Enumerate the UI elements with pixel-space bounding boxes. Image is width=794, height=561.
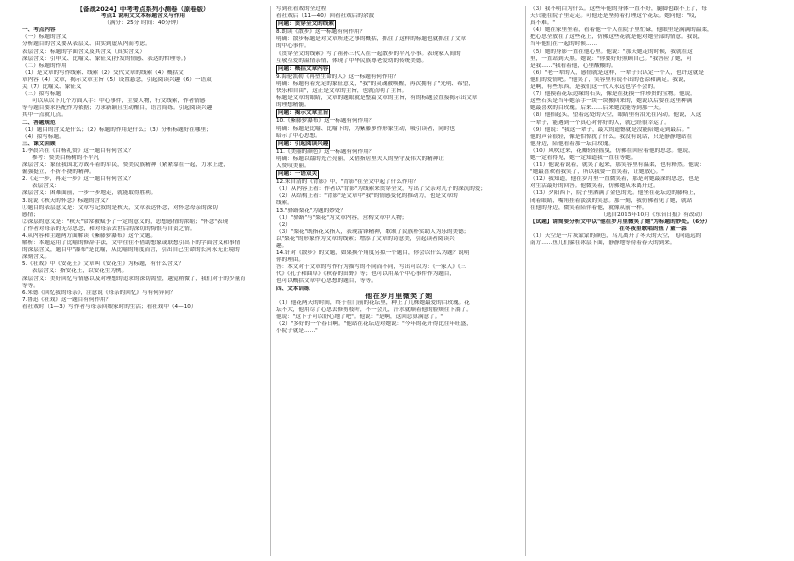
text-line: （13）夕阳西下，院子里洒满了金色的光。他坐在花坛边的藤椅上， xyxy=(530,190,700,197)
text-line: （1）题目的含义是什么；（2）标题的作用是什么；（3）分析标题好在哪里； xyxy=(22,126,212,133)
left-column xyxy=(22,6,264,558)
text-line xyxy=(276,65,522,74)
text-line: 一、考点内容 xyxy=(22,27,56,34)
text-line: （1）是文章的写作线索、线索（2）交代文章的线索（4）概括文 xyxy=(22,69,184,76)
text-line: 10.《紫藤萝瀑布》这一标题有何作用？ xyxy=(276,118,375,125)
text-line xyxy=(276,20,522,29)
text-line: 11.《美丽的颜色》这一标题有何作用？ xyxy=(276,148,375,155)
text-line: 深层含义：困难面前，一步一步地走，就能取得胜利。 xyxy=(22,190,157,197)
text-line: 12.朱自清的《背影》中，"背影"在全文中起了什么作用？ xyxy=(276,179,419,186)
text-line: 她一定看得见，她一定知道我一直在等她。 xyxy=(530,154,637,161)
text-line: （2） xyxy=(276,221,291,228)
text-line: 《贯穿全文的线索》写了祖孙三代人在一起散步的平凡小事。表现家人间的 xyxy=(276,50,461,57)
text-line: 天只能在院子里走走。可他还是坚持着打理这个花坛。她问他："哎， xyxy=(530,13,701,20)
text-line: 以"梨花"的形象作为文章的线索；增添了文章的诗意美，引起读者阅读兴 xyxy=(276,235,455,242)
text-line: 对生活最好的回答。他微笑着，仿佛她从未离开过。 xyxy=(530,183,659,190)
text-line: 在他的身边，微笑着陪伴着他，就像从前一样。 xyxy=(530,204,648,211)
text-line: （1）从内容上看：作者以"背影"为线索来贯穿全文，写出了父亲对儿子的深沉的爱； xyxy=(276,186,487,193)
text-line: （3）"梨花"既指花又指人，表现雷锋精神，歌颂了民族朴实助人为乐的美德； xyxy=(276,228,470,235)
text-line: 深层含义：象征我国北方战斗着的军民，赞美民族精神（紧紧靠在一起，力求上进， xyxy=(22,162,229,169)
answer-tag: 问题：揭示文章主旨 xyxy=(276,109,330,118)
text-line: 深层含义：引申义、比喻义、象征义(抒发的情感、表达的哲理等。) xyxy=(22,55,186,62)
text-line: （二）标题的作用 xyxy=(22,62,67,69)
text-line: （满分：25分 时间：40分钟） xyxy=(104,20,182,27)
text-line: （3）我不明白为什么。这些年他的身体一直不好，腿脚也跟不上了，每 xyxy=(530,6,707,12)
text-line: 他的声音很轻，像是怕惊扰了什么。我没有说话，只是静静地站在 xyxy=(530,133,693,140)
text-line: 三、课文回顾 xyxy=(22,140,56,147)
text-line: 了作者对母亲的无尽思念，和对母亲去世后的深切的悔恨与自责之情。 xyxy=(22,225,196,232)
text-line: 深刻含义。 xyxy=(22,254,50,261)
text-line: 表层含义：标题的字面含义及其含义（真实含义） xyxy=(22,48,146,55)
text-line: 这些石头是当年她亲手一块一块搬回来的，她说以后要在这里种满 xyxy=(530,98,693,105)
text-line: 二、答题规范 xyxy=(22,119,56,126)
text-line: 8.朗读《散步》这一标题有何作用？ xyxy=(276,29,366,36)
text-line: 7.鲁迅《社戏》这一题目有何作用？ xyxy=(22,296,112,303)
text-line: （2）从结构上看："背影"是文章中"我"的情感变化的推动力，也是文章的 xyxy=(276,193,458,200)
text-line: 他说："这下子可以舒心地了吧"。他说："是啊，这回总算满意了。" xyxy=(276,313,443,320)
text-line: 闭着眼睛，嘴角挂着淡淡的笑意。那一刻，我仿佛看见了她，就站 xyxy=(530,197,693,204)
text-line: 1.季晨兴在《白杨礼赞》这一题目有何含义？ xyxy=(22,147,134,154)
text-line: 当年他们在一起的时候…… xyxy=(530,41,598,48)
text-line: 是我……"我看着他，心里酸酸的。 xyxy=(530,62,617,69)
text-line xyxy=(276,109,522,118)
text-line: 等等。 xyxy=(22,282,39,289)
text-line: 14.针对《散步》的文题，如果换个角度另拟一个题目，你会以什么为题？说明 xyxy=(276,250,470,257)
text-line: （8）他抬起头，望着远处的天空，眼睛里有泪光在闪动。他说，人这 xyxy=(530,112,702,119)
text-line: 感情； xyxy=(22,211,39,218)
text-line: 他在岁月里微笑了她 xyxy=(365,292,433,300)
text-line: （选自2015年10月《东台日报》有改动） xyxy=(600,211,706,218)
text-line: 趣。 xyxy=(276,243,288,249)
text-line: 快乐和自由"，这正是文章的主旨，也就点明了主旨。 xyxy=(276,88,408,95)
text-line: 你的理由。 xyxy=(276,257,304,264)
text-line: 答：本文对于文章的写作行为描写的不同而不同，写出可以为：《一家人》《三 xyxy=(276,264,467,271)
text-line: 表层含义： xyxy=(32,183,60,190)
text-line: （11）他说着说着，就笑了起来，那笑容里有温柔，也有释然。他说： xyxy=(530,162,705,169)
text-line: 一辈子，能遇到一个真心对你好的人，就已经很幸运了。 xyxy=(530,119,670,126)
text-line: 3.说说《秋天的怀念》标题的含义？ xyxy=(22,197,112,204)
text-line: （4）拟写标题。 xyxy=(22,133,65,140)
text-line: 看社戏时（1—3）写作者与母亲回娘家时的生活；看社戏中（4—10） xyxy=(22,303,197,310)
text-line: 明确：标题以镭的光芒亮丽，又借指居里夫人的坚守及伟大的精神让 xyxy=(276,155,444,162)
text-line: 深层含义：美好回忆与情感以及对理想的追求的深切渴望，越觉稍微了，我们对于的少量育 xyxy=(22,275,246,282)
text-line: 考点1 说明文文本标题含义与作用 xyxy=(100,13,186,20)
text-line: 里，一直站到天黑。她说："你要好好照顾自己。"我答应了她，可 xyxy=(530,55,692,62)
text-line: （一）标题的含义 xyxy=(22,34,67,41)
text-line: （1）"驿路"与"梨花"为文章内容，营构文章中人物； xyxy=(276,214,408,221)
column-divider xyxy=(525,6,526,556)
text-line: 6.朱德《回忆我的母亲》，注意说《母亲的回忆》与有何异同？ xyxy=(22,289,176,296)
answer-tag: 问题：贯穿全文的线索 xyxy=(276,20,336,29)
text-line: 明确：散步标题是对文章所述之事的概括，抓住了这样的标题也就抓住了文章 xyxy=(276,36,467,43)
text-line: 明确：标题是比喻、比喻下的，为紫藤萝作形象生动，吸引读者，同时也 xyxy=(276,125,456,132)
text-line: 标题是文章的眼睛，文章的题眼就是整篇文章的主旨，有的标题会直接揭示出文章 xyxy=(276,95,478,102)
text-line: 她最喜欢的白玫瑰。后来……后来她没能等到那一天。 xyxy=(530,105,665,112)
text-line: 代》《孔子和曲阜》《秋春的田野》等；也可以用某个中心事件作为题目， xyxy=(276,271,455,278)
text-line: （7）他摸着花坛边缘的石头，像是在抚摸一件珍贵的宝物。他说， xyxy=(530,91,696,98)
text-line: 解析：本题运用了比喻的修辞手法，文中往往不借助想象或联想引出下的字面含义和事情 xyxy=(22,240,241,247)
text-line: 的中心事件。 xyxy=(276,43,310,50)
text-line: 2.《走一步，再走一步》这一题目有何含义？ xyxy=(22,176,134,183)
text-line: （1）天空是一片灰蒙蒙的颜色，乌儿离开了冬天的天空，飞向遥远的 xyxy=(530,233,702,239)
middle-column xyxy=(276,6,522,558)
text-line: 分析题目的含义要从表层义、由实到虚从内而考虑。 xyxy=(22,41,151,48)
text-line: 也可以概括文章中心思想的题目，等等。 xyxy=(276,278,377,285)
text-line: 可以从以下几个方面入手：中心事件，主要人物，行文线索，作者情感 xyxy=(32,98,206,105)
text-line: 的理想精髓。 xyxy=(276,102,310,109)
text-line: 4.从内容和主题两方面解读《紫藤萝瀑布》这个文题。 xyxy=(22,233,156,239)
text-line: 暗示了中心思想。 xyxy=(276,132,321,139)
text-line: （5）她的身影一直在他心里。他说："那天她走的时候，我就在这 xyxy=(530,48,693,55)
text-line: 人赞叹美丽。 xyxy=(276,162,310,169)
text-line: 四、文本训练 xyxy=(276,285,310,292)
answer-tag: 问题：一语双关 xyxy=(276,170,319,179)
text-line: （10）风吹过来，花瓣轻轻摇曳，仿佛在回应着他的思念。他说， xyxy=(530,147,694,154)
text-line: 5.《社戏》中《安花王》文章叫《安花生》为标题，有什么含义？ xyxy=(22,261,184,268)
text-line: 互敬互爱的温情亲情，体现了中华民族尊老爱幼的传统美德。 xyxy=(276,57,428,64)
text-line: 其中一点就几点。 xyxy=(22,112,67,119)
text-line: （9）他说："我这一辈子，最大的遗憾就是没能陪她走到最后。" xyxy=(530,126,690,133)
text-line: 【备战2024】中考考点系列小测卷（原卷版） xyxy=(76,6,210,13)
text-line: （2）"多好的一个春日啊。"他站在花坛边对她说："今年的花开得比往年旺盛， xyxy=(276,321,472,328)
answer-tag: 问题：概括文章内容 xyxy=(276,65,330,74)
text-line: 的深层含义，题目中"瀑布"是比喻，从比喻的角度而言，引出自己生命的长河永无止境的 xyxy=(22,247,240,254)
text-line: 真不难。" xyxy=(530,20,555,27)
text-line: 把心思全放在了这些花上，仿佛这些花就是他对她全部的情意。我说， xyxy=(530,34,704,41)
text-line: 13."驿路梨花"为题的妙处？ xyxy=(276,207,346,214)
text-line: 是啊，有些东西，是我们这一代人永远也学不会的。 xyxy=(530,84,659,91)
text-line: 9.海伦凯勒《再塑生命的人》这一标题有何作用？ xyxy=(276,73,399,80)
text-line: 章内容（4）文章，揭示文章主旨（5）设置悬念，引起阅读兴趣（6）一语双 xyxy=(22,76,212,83)
text-line: 倔强挺立，不折不挠的精神。 xyxy=(22,169,95,176)
text-line: 参考：赞美白杨树的不平凡 xyxy=(32,154,100,161)
text-line: ①题目的表层意义是：文章写记叙的是秋天，文章表达怀念，对怀念母亲的深切 xyxy=(22,204,218,211)
text-line xyxy=(276,170,522,179)
text-line: 写到社看戏的全过程 xyxy=(276,6,327,12)
text-line: 【试题】请简要分析文中以"他在岁月里微笑了她"为标题的妙处。（6分） xyxy=(530,218,711,225)
right-column xyxy=(530,6,776,558)
text-line: 明确：标题有着充足的象征意义，"我"的灵魂被唤醒，再次拥有了"光明、希望， xyxy=(276,80,474,87)
text-line: （6）"老一辈的人，感情就是这样，一辈子只认定一个人，也许这就是 xyxy=(530,69,704,76)
column-divider xyxy=(270,6,271,556)
text-line: 线索。 xyxy=(276,200,293,207)
text-line: 关（7）比喻义、象征义 xyxy=(22,84,82,91)
text-line: 他们的爱情吧。"他笑了，笑容里有说不出的苍凉和满足。我说， xyxy=(530,76,690,83)
text-line: （1）他花两天的时间，终于在门前的花坛里，种上了几株她最爱的白玫瑰。花 xyxy=(276,299,470,306)
text-line: 坛不大，他用尽了心思去修剪枝叶，不一会儿，汗水就顺着他的脸颊往下淌了。 xyxy=(276,306,472,313)
answer-tag: 问题：引起阅读兴趣 xyxy=(276,140,330,149)
text-line: "她最喜欢看我笑了，所以我要一直笑着，让她放心。" xyxy=(530,169,664,176)
text-line: 看社戏后（11—40）回看社戏后的余波 xyxy=(276,13,375,20)
text-line: 南方……鱼儿们躲在冰层下面，静静地等待着春天的到来。 xyxy=(530,240,676,247)
text-line: 在冬夜里歌唱的鱼 / 童一蒜 xyxy=(619,225,687,232)
text-line: 小院子就是……" xyxy=(276,328,318,335)
text-line: 等与题目要求匹配作为依据；力求新颖且生动醒目，语言简练。引起阅读兴趣 xyxy=(22,105,213,112)
text-line: （12）我知道，他在岁月里一直微笑着，那是对她最深的思念，也是 xyxy=(530,176,700,183)
text-line: ②深层的意义是："秋天"常常被赋予了一定的意义的，思想感情的浓缩；"怀念"表现 xyxy=(22,218,229,225)
text-line: （4）她在家里坐着，看着他一个人在院子里忙碌，他眼里是满满的温柔， xyxy=(530,27,713,34)
text-line: 他身边，陪他看着那一坛白玫瑰。 xyxy=(530,140,614,147)
text-line xyxy=(276,140,522,149)
text-line: 表层含义：指安花王，以安花生为例。 xyxy=(32,268,128,275)
text-line: （三）拟写标题 xyxy=(22,91,62,98)
